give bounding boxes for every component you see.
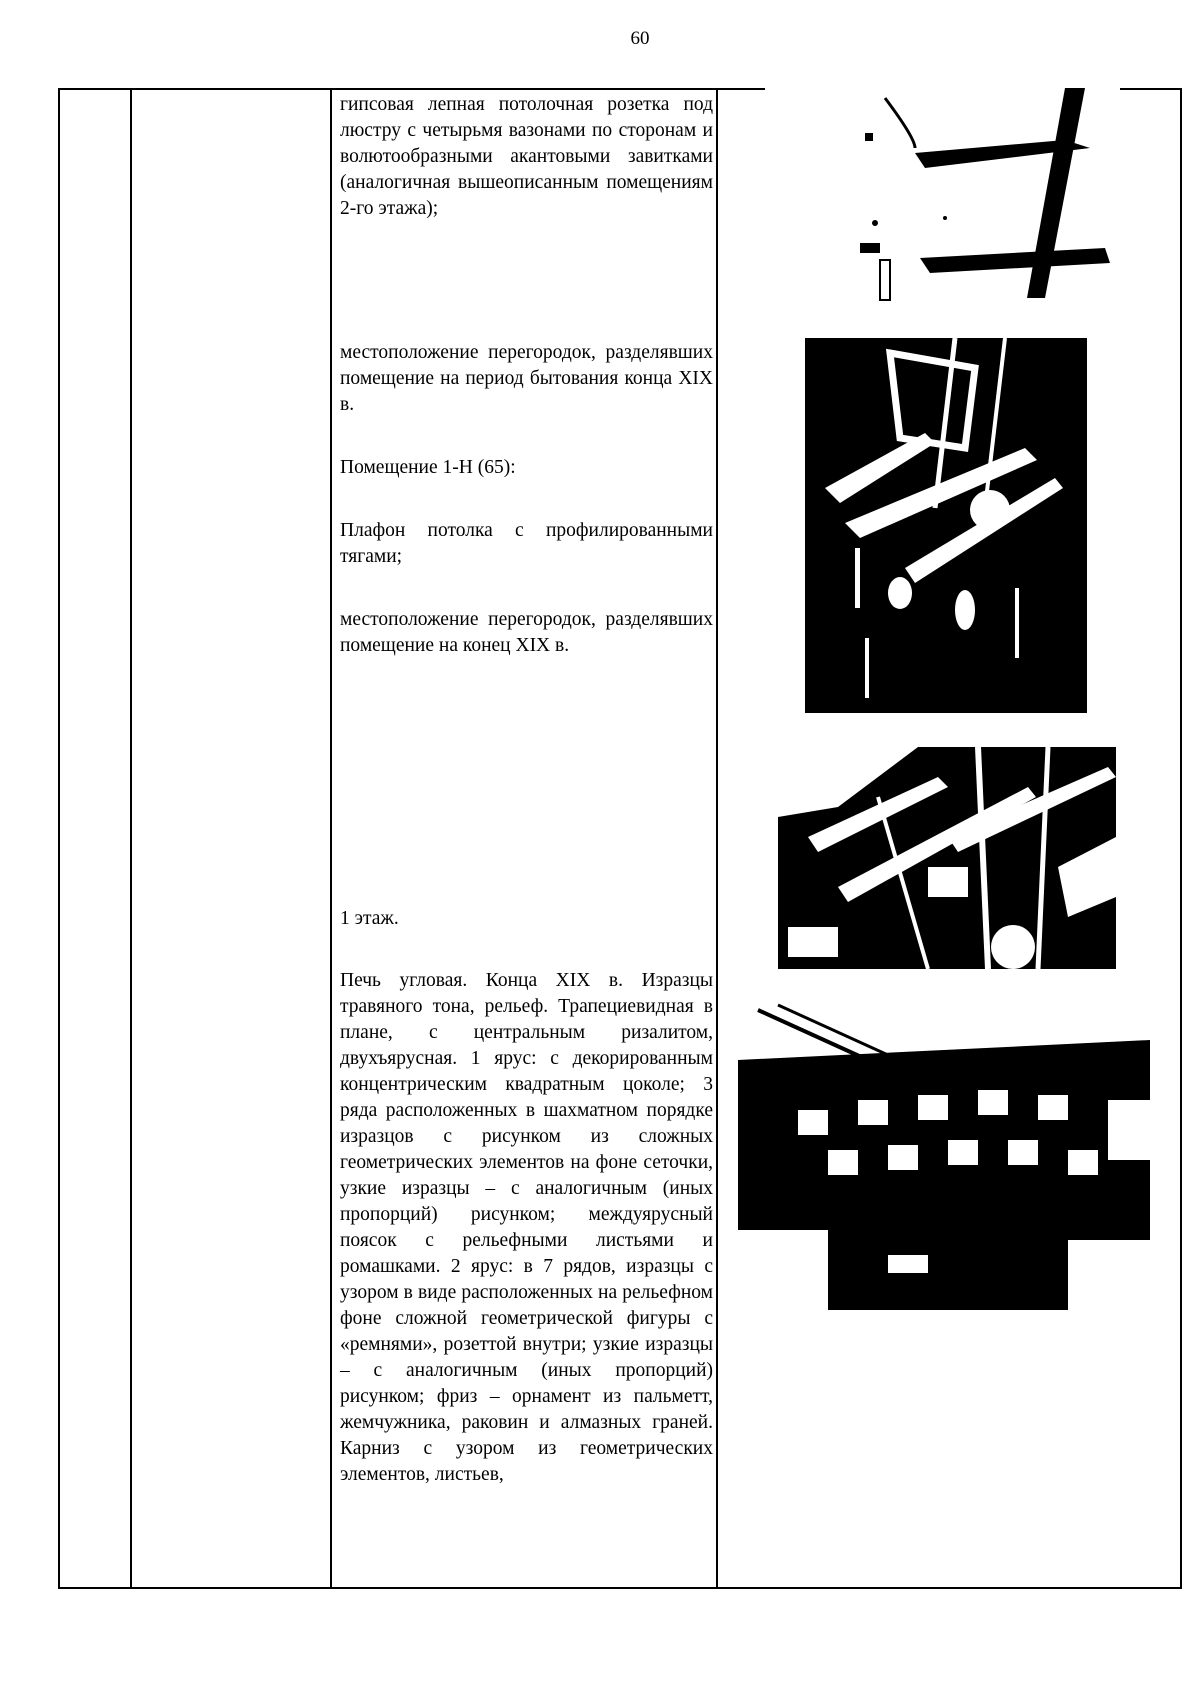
ceiling-rosette-photo <box>765 88 1120 303</box>
text-block-room-1n: Помещение 1-Н (65): <box>340 457 516 478</box>
column-divider-3 <box>716 90 718 1587</box>
text-block-ceiling-plafond: Плафон потолка с профилированными тягами; <box>340 520 713 567</box>
page-number: 60 <box>630 28 650 49</box>
text-block-stove: Печь угловая. Конца XIX в. Изразцы травяного тона, рельеф. Трапециевидная в плане, с центральным ризалитом, двухъярусная. 1 ярус: с декорированным концентрическим квадратным цоколе; 3 ряда расположенных в шахматном порядке изразцов с рисунком из сложных геометрических элементов на фоне сеточки, узкие изразцы – с аналогичным (иных пропорций) рисунком; междуярусный поясок с рельефными листьями и ромашками. 2 ярус: в 7 рядов, изразцы с узором в виде расположенных на рельефном фоне сложной геометрической фигуры с «ремнями», розеттой внутри; узкие изразцы – с аналогичным (иных пропорций) рисунком; фриз – орнамент из пальметт, жемчужника, раковин и алмазных граней. Карниз с узором из геометрических элементов, листьев, <box>340 970 713 1485</box>
column-divider-1 <box>130 90 132 1587</box>
corner-stove-photo <box>738 1000 1150 1310</box>
text-block-rosette: гипсовая лепная потолочная розетка под люстру с четырьмя вазонами по сторонам и волютообразными акантовыми завитками (аналогичная вышеописанным помещениям 2-го этажа); <box>340 94 713 219</box>
text-block-partitions-end: местоположение перегородок, разделявших помещение на конец XIX в. <box>340 609 713 656</box>
ceiling-partitions-photo <box>805 338 1087 713</box>
column-divider-2 <box>330 90 332 1587</box>
ceiling-moldings-photo <box>778 747 1116 969</box>
text-block-partitions-period: местоположение перегородок, разделявших помещение на период бытования конца XIX в. <box>340 342 713 415</box>
text-block-floor-1: 1 этаж. <box>340 908 399 929</box>
